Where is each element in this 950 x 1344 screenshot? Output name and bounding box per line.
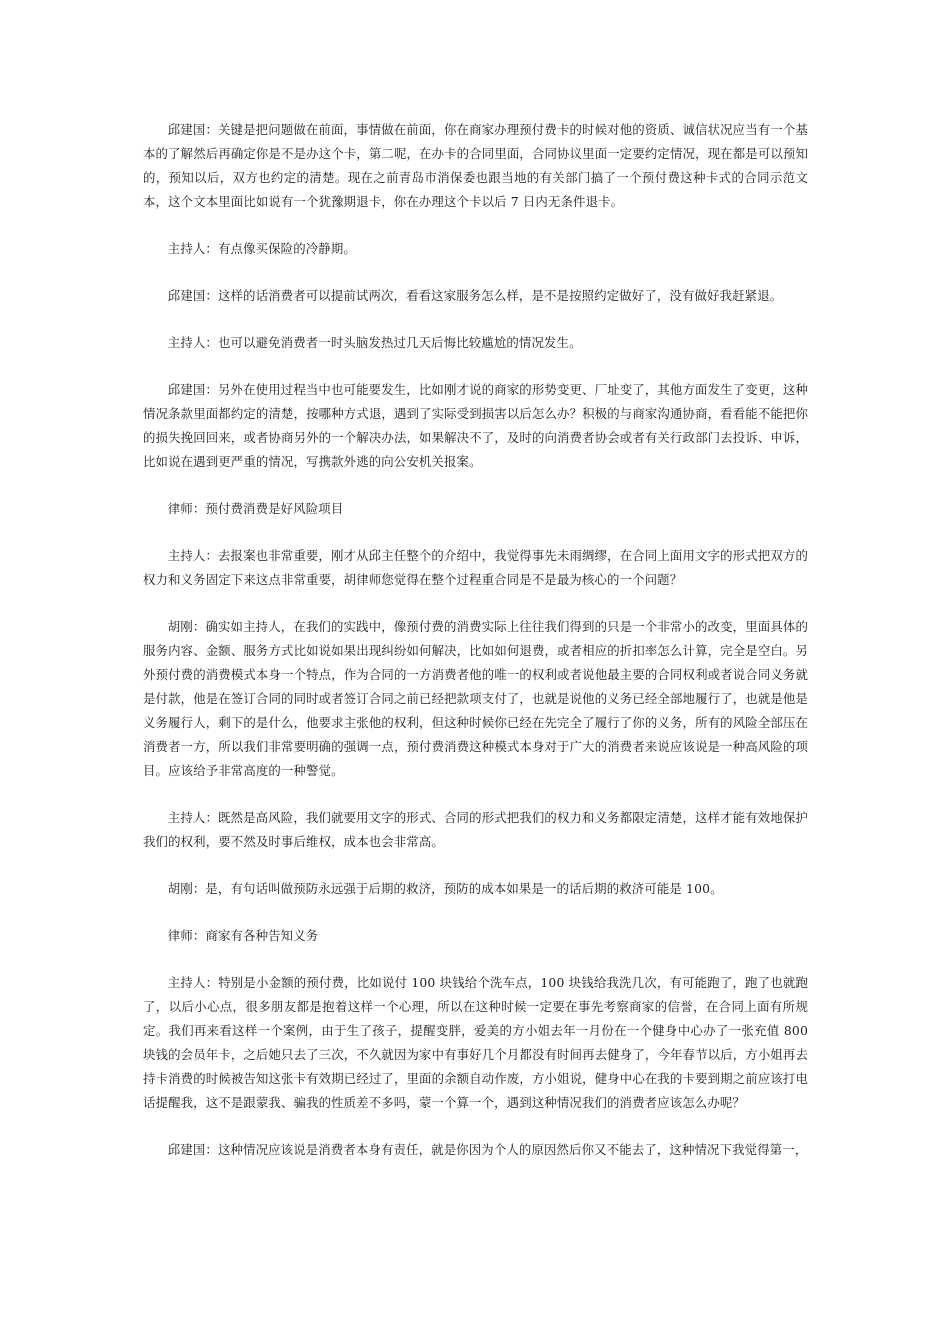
section-heading-1: 律师：预付费消费是好风险项目 bbox=[167, 501, 344, 516]
section-heading-2: 律师：商家有各种告知义务 bbox=[167, 928, 319, 943]
paragraph-hu-1: 胡刚：确实如主持人，在我们的实践中，像预付费的消费实际上往往我们得到的只是一个非常小的改变，里面具体的服务内容、金额、服务方式比如说如果出现纠纷如何解决，比如如何退费，或者相应的折扣率怎么计算，完全是空白。另外预付费的消费模式本身一个特点，作为合同的一方消费者他的唯一的权利或者说他最主要的合同权利或者说合同义务就是付款，他是在签订合同的同时或者签订合同之前已经把款项支付了，也就是说他的义务已经全部地履行了，也就是他是义务履行人，剩下的是什么，他要求主张他的权利，但这种时候你已经在先完全了履行了你的义务，所有的风险全部压在消费者一方，所以我们非常要明确的强调一点，预付费消费这种模式本身对于广大的消费者来说应该说是一种高风险的项目。应该给予非常高度的一种警觉。 bbox=[143, 619, 808, 778]
paragraph-host-1: 主持人：有点像买保险的冷静期。 bbox=[167, 241, 356, 256]
paragraph-host-4: 主持人：既然是高风险，我们就要用文字的形式、合同的形式把我们的权力和义务都限定清楚，这样才能有效地保护我们的权利，要不然及时事后维权，成本也会非常高。 bbox=[143, 810, 808, 849]
paragraph-host-2: 主持人：也可以避免消费者一时头脑发热过几天后悔比较尴尬的情况发生。 bbox=[167, 335, 582, 350]
document-page bbox=[143, 118, 808, 1185]
paragraph-qiu-3: 邱建国：另外在使用过程当中也可能要发生，比如刚才说的商家的形势变更、厂址变了，其他方面发生了变更，这种情况条款里面都约定的清楚，按哪种方式退，遇到了实际受到损害以后怎么办？积极的与商家沟通协商，看看能不能把你的损失挽回回来，或者协商另外的一个解决办法，如果解决不了，及时的向消费者协会或者有关行政部门去投诉、申诉，比如说在遇到更严重的情况，写携款外逃的向公安机关报案。 bbox=[143, 382, 808, 469]
paragraph-qiu-2: 邱建国：这样的话消费者可以提前试两次，看看这家服务怎么样，是不是按照约定做好了，没有做好我赶紧退。 bbox=[167, 288, 783, 303]
paragraph-qiu-4: 邱建国：这种情况应该说是消费者本身有责任，就是你因为个人的原因然后你又不能去了，这种情况下我觉得第一， bbox=[167, 1142, 808, 1157]
paragraph-host-3: 主持人：去报案也非常重要，刚才从邱主任整个的介绍中，我觉得事先未雨绸缪，在合同上面用文字的形式把双方的权力和义务固定下来这点非常重要，胡律师您觉得在整个过程重合同是不是最为核心的一个问题？ bbox=[143, 548, 808, 587]
paragraph-qiu-1: 邱建国：关键是把问题做在前面，事情做在前面，你在商家办理预付费卡的时候对他的资质、诚信状况应当有一个基本的了解然后再确定你是不是办这个卡，第二呢，在办卡的合同里面，合同协议里面一定要约定情况，现在都是可以预知的，预知以后，双方也约定的清楚。现在之前青岛市消保委也跟当地的有关部门搞了一个预付费这种卡式的合同示范文本，这个文本里面比如说有一个犹豫期退卡，你在办理这个卡以后 7 日内无条件退卡。 bbox=[143, 122, 808, 209]
paragraph-host-5: 主持人：特别是小金额的预付费，比如说付 100 块钱给个洗车点，100 块钱给我洗几次，有可能跑了，跑了也就跑了，以后小心点，很多朋友都是抱着这样一个心理，所以在这种时候一定要在事先考察商家的信誉，在合同上面有所规定。我们再来看这样一个案例，由于生了孩子，提醒变胖，爱美的方小姐去年一月份在一个健身中心办了一张充值 800 块钱的会员年卡，之后她只去了三次，不久就因为家中有事好几个月都没有时间再去健身了，今年春节以后，方小姐再去持卡消费的时候被告知这张卡有效期已经过了，里面的余额自动作废，方小姐说，健身中心在我的卡要到期之前应该打电话提醒我，这不是跟蒙我、骗我的性质差不多吗，蒙一个算一个，遇到这种情况我们的消费者应该怎么办呢？ bbox=[143, 975, 808, 1110]
paragraph-hu-2: 胡刚：是，有句话叫做预防永远强于后期的救济，预防的成本如果是一的话后期的救济可能是 100。 bbox=[167, 881, 723, 896]
